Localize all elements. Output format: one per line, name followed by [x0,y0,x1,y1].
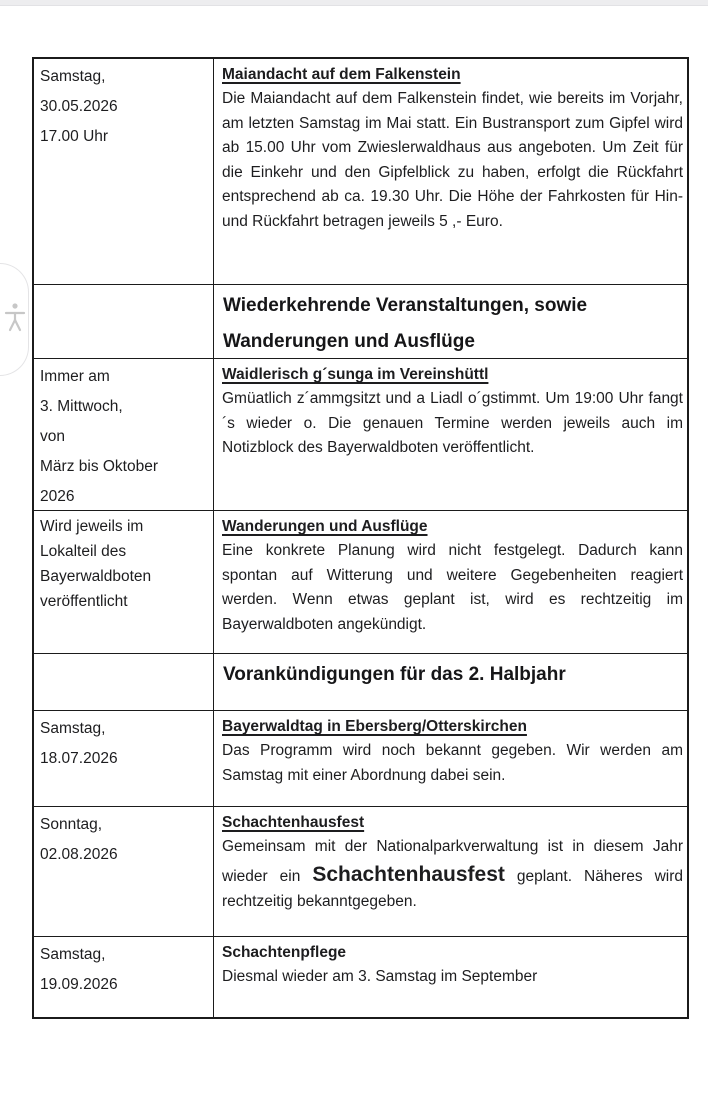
event-title: Bayerwaldtag in Ebersberg/Otterskirchen [222,718,527,735]
event-row [34,937,687,1017]
date-line: 19.09.2026 [40,976,118,993]
date-line: Sonntag, [40,816,103,833]
date-line: Bayerwaldboten [40,568,152,585]
date-line: 18.07.2026 [40,750,118,767]
event-body: Diesmal wieder am 3. Samstag im September [222,968,538,985]
section-heading: Vorankündigungen für das 2. Halbjahr [223,664,566,685]
detail-cell [214,359,687,510]
date-cell [34,711,214,806]
detail-cell [214,937,687,1017]
event-body: Gmüatlich z´ammgsitzt und a Liadl o´gstimmt. Um 19:00 Uhr fangt´s wieder o. Die genauen Termine werden jeweils auch im Notizblock des Bayerwaldboten veröffentlicht. [222,390,683,456]
event-title: Waidlerisch g´sunga im Vereinshüttl [222,366,489,383]
event-body-text: Gemeinsam mit der Nationalparkverwaltung ist in diesem Jahr wieder ein [222,838,683,885]
event-row [34,359,687,511]
date-cell [34,511,214,653]
event-row [34,807,687,937]
date-line: 02.08.2026 [40,846,118,863]
events-table [32,57,689,1019]
date-line: von [40,428,65,445]
date-cell [34,937,214,1017]
accessibility-person-icon [3,301,27,338]
date-line: März bis Oktober [40,458,159,475]
detail-cell [214,807,687,936]
section-cell [214,285,687,358]
event-body-emphasis: Schachtenhausfest [312,862,505,886]
section-cell [214,654,687,710]
detail-cell [214,711,687,806]
date-line: Samstag, [40,720,106,737]
event-body: Eine konkrete Planung wird nicht festgelegt. Dadurch kann spontan auf Witterung und weitere Gegebenheiten reagiert werden. Wenn etwas geplant ist, wird es rechtzeitig im Bayerwaldboten angekündigt. [222,542,683,633]
date-line: 30.05.2026 [40,98,118,115]
date-line: Samstag, [40,68,106,85]
top-strip [0,0,708,6]
detail-cell [214,59,687,284]
date-cell [34,359,214,510]
section-row [34,285,687,359]
accessibility-widget[interactable] [0,263,29,376]
section-heading: Wiederkehrende Veranstaltungen, sowie Wanderungen und Ausflüge [223,295,588,352]
event-title: Maiandacht auf dem Falkenstein [222,66,461,83]
date-line: 17.00 Uhr [40,128,109,145]
date-cell [34,59,214,284]
event-body-text: geplant. Näheres wird rechtzeitig bekanntgegeben. [222,867,683,910]
date-line: Immer am [40,368,110,385]
date-line: 2026 [40,488,75,505]
date-line: Wird jeweils im [40,518,144,535]
event-row [34,59,687,285]
date-line: Samstag, [40,946,106,963]
event-body [222,835,683,914]
section-row [34,654,687,711]
event-body: Die Maiandacht auf dem Falkenstein findet, wie bereits im Vorjahr, am letzten Samstag im Mai statt. Ein Bustransport zum Gipfel wird ab 15.00 Uhr vom Zwieslerwaldhaus aus angeboten. Um Zeit für die Einkehr und den Gipfelblick zu haben, erfolgt die Rückfahrt entsprechend ab ca. 19.30 Uhr. Die Höhe der Fahrkosten für Hin- und Rückfahrt betragen jeweils 5 ,- Euro. [222,90,683,230]
event-title: Schachtenpflege [222,944,347,961]
event-title: Wanderungen und Ausflüge [222,518,428,535]
date-line: veröffentlicht [40,593,128,610]
date-line: Lokalteil des [40,543,127,560]
date-cell-empty [34,285,214,358]
event-body: Das Programm wird noch bekannt gegeben. Wir werden am Samstag mit einer Abordnung dabei sein. [222,742,683,784]
date-cell-empty [34,654,214,710]
event-row [34,711,687,807]
detail-cell [214,511,687,653]
date-line: 3. Mittwoch, [40,398,123,415]
date-cell [34,807,214,936]
event-title: Schachtenhausfest [222,814,365,831]
event-row [34,511,687,654]
